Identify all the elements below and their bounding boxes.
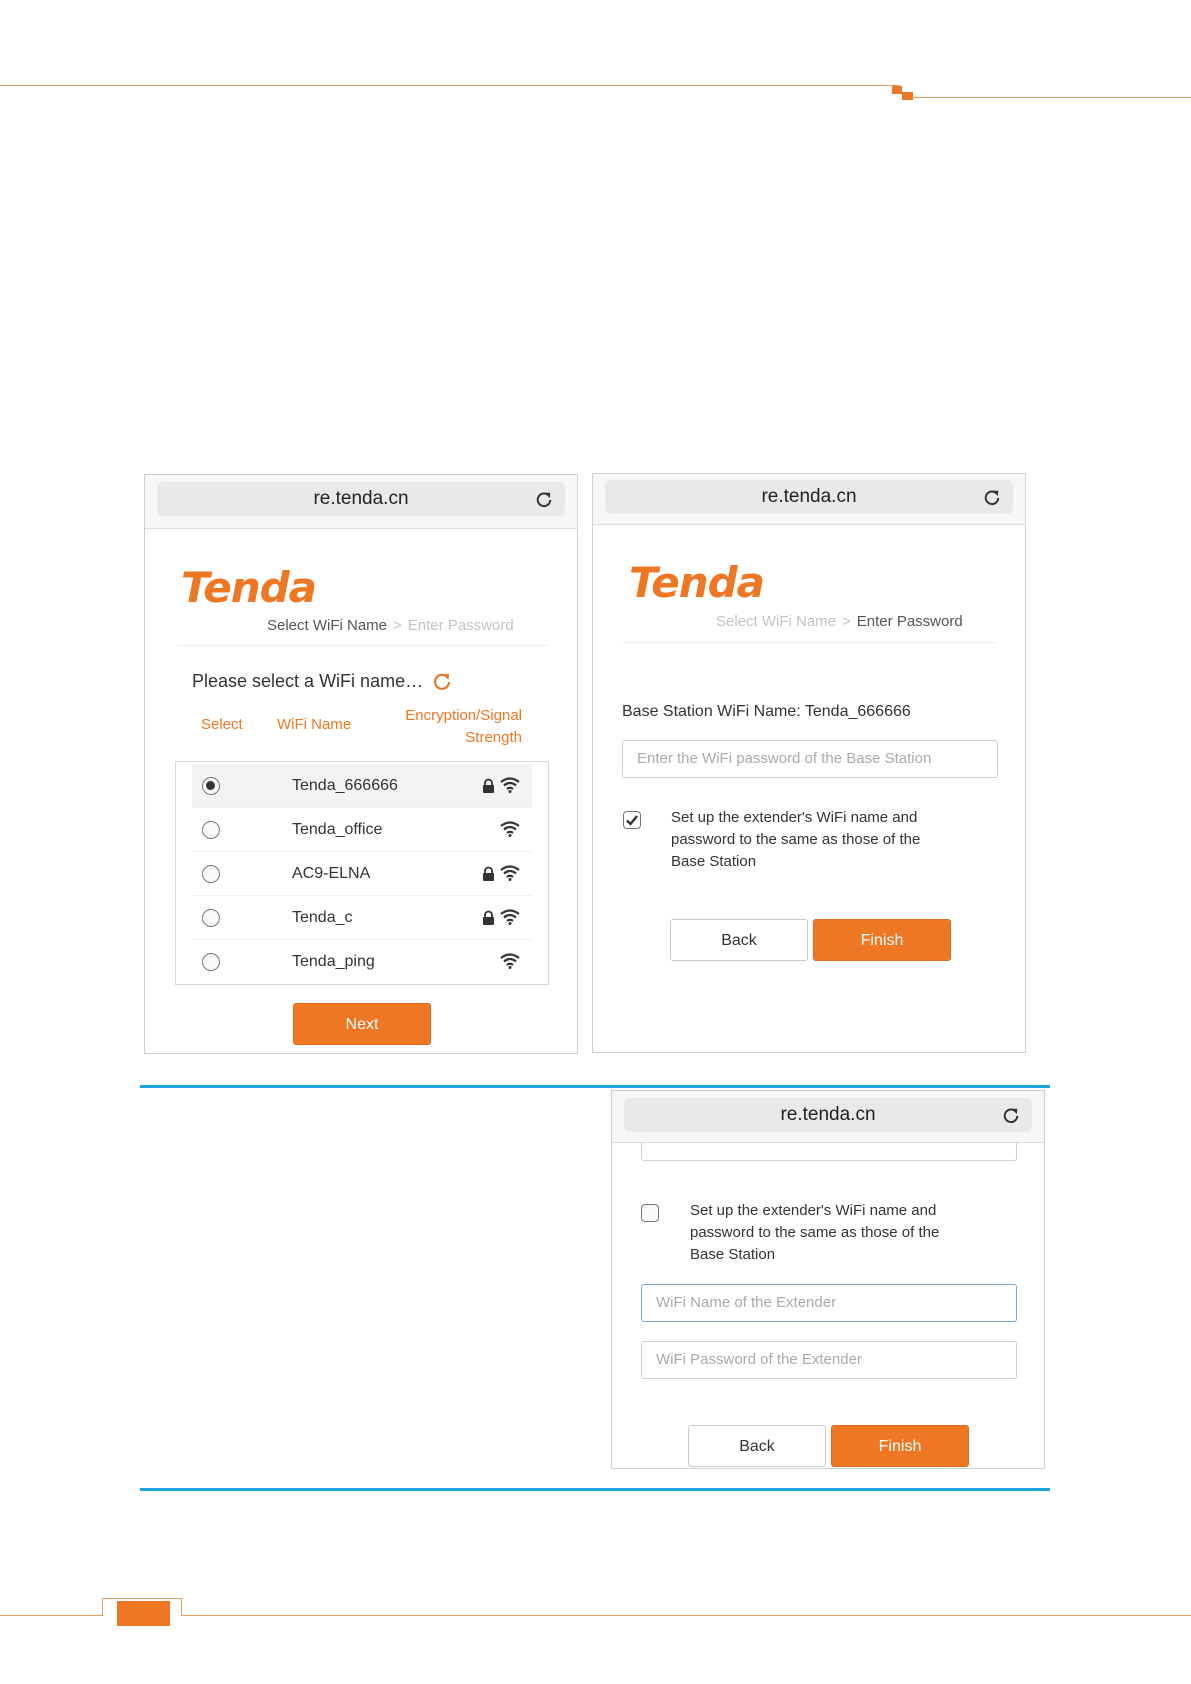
label-line: Base Station <box>690 1246 776 1263</box>
select-wifi-prompt <box>192 671 452 692</box>
panel-enter-password <box>592 473 1026 1053</box>
next-button[interactable]: Next <box>293 1003 431 1045</box>
same-as-base-label <box>671 807 920 873</box>
base-station-label: Base Station WiFi Name: Tenda_666666 <box>622 703 911 720</box>
label-line: password to the same as those of the <box>690 1224 940 1241</box>
url-bar[interactable] <box>624 1098 1032 1132</box>
header-divider <box>177 645 547 646</box>
reload-icon[interactable] <box>983 488 1001 506</box>
url-text: re.tenda.cn <box>313 488 409 509</box>
lock-icon <box>482 778 495 793</box>
same-as-base-label <box>690 1200 939 1266</box>
step-select-wifi: Select WiFi Name <box>267 617 388 634</box>
header-line-right <box>912 97 1191 98</box>
footer-line-right <box>181 1615 1191 1616</box>
lock-icon <box>482 910 495 925</box>
reload-icon[interactable] <box>535 490 553 508</box>
header-square-2 <box>902 92 913 100</box>
wifi-list <box>175 761 549 985</box>
wifi-radio[interactable] <box>202 777 220 795</box>
step-enter-password: Enter Password <box>856 613 963 630</box>
label-line: password to the same as those of the <box>671 831 921 848</box>
wifi-name: Tenda_666666 <box>292 777 398 794</box>
back-button[interactable]: Back <box>670 919 808 961</box>
header-line-left <box>0 85 900 86</box>
browser-toolbar <box>593 474 1025 525</box>
wifi-radio[interactable] <box>202 865 220 883</box>
wifi-name: Tenda_ping <box>292 953 375 970</box>
step-separator: > <box>842 613 851 630</box>
panel-extender-settings <box>611 1090 1045 1469</box>
panel-select-wifi <box>144 474 578 1054</box>
wifi-row[interactable] <box>192 852 532 896</box>
wifi-signal-icon <box>500 777 520 793</box>
base-station-password-input[interactable]: Enter the WiFi password of the Base Station <box>622 740 998 778</box>
url-bar[interactable] <box>605 480 1013 514</box>
same-as-base-checkbox[interactable] <box>641 1204 659 1222</box>
wifi-radio[interactable] <box>202 821 220 839</box>
footer-line-left <box>0 1615 103 1616</box>
step-indicator <box>267 617 514 634</box>
label-line: Base Station <box>671 853 757 870</box>
url-text: re.tenda.cn <box>780 1104 876 1125</box>
page-number-box <box>117 1601 170 1626</box>
browser-toolbar <box>612 1091 1044 1143</box>
tenda-logo: Tenda <box>181 563 317 612</box>
wifi-row[interactable] <box>192 896 532 940</box>
reload-icon[interactable] <box>1002 1106 1020 1124</box>
prompt-text: Please select a WiFi name… <box>192 671 424 691</box>
wifi-row[interactable] <box>192 808 532 852</box>
column-select: Select <box>201 716 243 733</box>
checkmark-icon <box>625 813 639 827</box>
wifi-radio[interactable] <box>202 953 220 971</box>
section-rule-top <box>140 1085 1050 1088</box>
refresh-icon[interactable] <box>432 671 452 691</box>
step-indicator <box>716 613 963 630</box>
wifi-signal-icon <box>500 821 520 837</box>
wifi-row[interactable] <box>192 940 532 984</box>
tenda-logo: Tenda <box>629 558 765 607</box>
extender-wifi-name-input[interactable]: WiFi Name of the Extender <box>641 1284 1017 1322</box>
same-as-base-checkbox[interactable] <box>623 811 641 829</box>
header-square-1 <box>892 86 902 94</box>
step-enter-password: Enter Password <box>407 617 514 634</box>
wifi-signal-icon <box>500 909 520 925</box>
wifi-radio[interactable] <box>202 909 220 927</box>
extender-wifi-password-input[interactable]: WiFi Password of the Extender <box>641 1341 1017 1379</box>
lock-icon <box>482 866 495 881</box>
finish-button[interactable]: Finish <box>813 919 951 961</box>
back-button[interactable]: Back <box>688 1425 826 1467</box>
wifi-row[interactable] <box>192 764 532 808</box>
finish-button[interactable]: Finish <box>831 1425 969 1467</box>
step-separator: > <box>393 617 402 634</box>
url-text: re.tenda.cn <box>761 486 857 507</box>
header-divider <box>623 642 995 643</box>
label-line: Set up the extender's WiFi name and <box>690 1202 937 1219</box>
wifi-name: Tenda_c <box>292 909 353 926</box>
label-line: Set up the extender's WiFi name and <box>671 809 918 826</box>
step-select-wifi: Select WiFi Name <box>716 613 837 630</box>
column-encryption-line2: Strength <box>465 729 522 746</box>
browser-toolbar <box>145 475 577 529</box>
column-encryption-line1: Encryption/Signal <box>405 707 522 724</box>
column-encryption <box>405 705 522 749</box>
wifi-name: AC9-ELNA <box>292 865 371 882</box>
wifi-signal-icon <box>500 953 520 969</box>
column-wifi-name: WiFi Name <box>277 716 352 733</box>
wifi-name: Tenda_office <box>292 821 383 838</box>
wifi-signal-icon <box>500 865 520 881</box>
url-bar[interactable] <box>157 482 565 516</box>
section-rule-bottom <box>140 1488 1050 1491</box>
